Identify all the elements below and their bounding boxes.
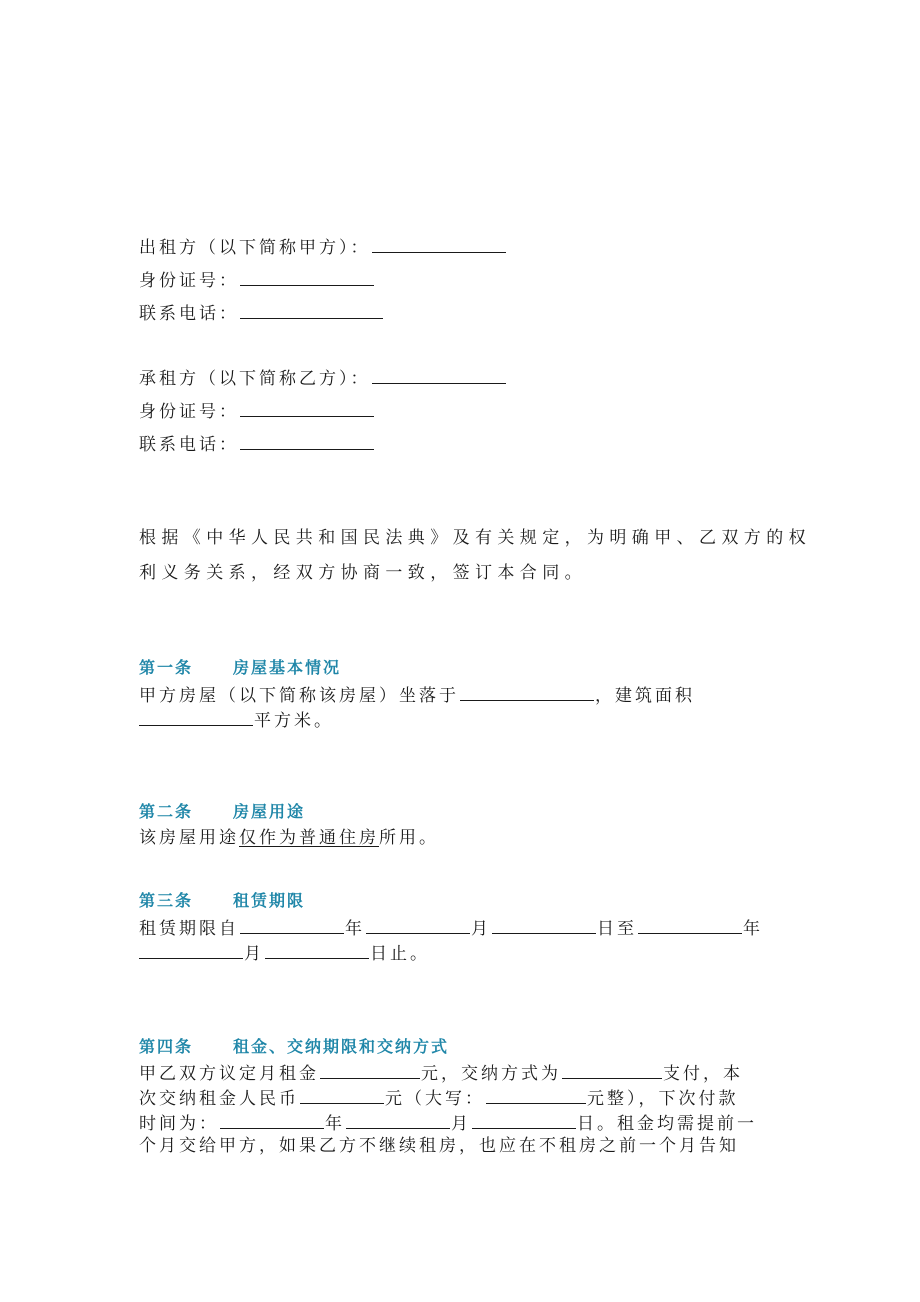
- article-4-l1-b: 元，交纳方式为: [421, 1064, 561, 1084]
- lessor-id-label: 身份证号：: [139, 271, 239, 291]
- article-4-line-3: [139, 1111, 757, 1135]
- lessor-label: 出租方（以下简称甲方）：: [139, 238, 371, 258]
- article-1-text-a: 甲方房屋（以下简称该房屋）坐落于: [139, 686, 459, 706]
- preamble-line-2: 利义务关系，经双方协商一致，签订本合同。: [139, 563, 587, 583]
- lessor-id-blank: [240, 268, 374, 286]
- start-day-blank: [492, 916, 596, 934]
- lessor-phone-blank: [240, 301, 383, 319]
- article-4-line-1: [139, 1061, 743, 1085]
- end-month-blank: [139, 941, 243, 959]
- article-4-l2-a: 次交纳租金人民币: [139, 1089, 299, 1109]
- start-month-blank: [366, 916, 470, 934]
- article-4-l3-year: 年: [325, 1114, 345, 1134]
- end-year-blank: [638, 916, 742, 934]
- article-4-title: 租金、交纳期限和交纳方式: [233, 1037, 450, 1056]
- article-3-year-1: 年: [345, 919, 365, 939]
- article-4-l2-c: 元整），下次付款: [587, 1089, 739, 1109]
- article-3-heading: [139, 890, 305, 912]
- location-blank: [460, 683, 594, 701]
- article-2-line-1: [139, 827, 439, 849]
- article-3-month-1: 月: [471, 919, 491, 939]
- start-year-blank: [240, 916, 344, 934]
- monthly-rent-blank: [320, 1061, 420, 1079]
- next-pay-year-blank: [220, 1111, 324, 1129]
- lessee-phone-line: [139, 432, 375, 456]
- article-3-day-to: 日至: [597, 919, 637, 939]
- area-blank: [139, 708, 253, 726]
- article-3-title: 租赁期限: [233, 891, 306, 910]
- lessor-name-blank: [372, 235, 506, 253]
- article-4-number: 第四条: [139, 1037, 194, 1056]
- payment-method-blank: [562, 1061, 662, 1079]
- next-pay-day-blank: [472, 1111, 576, 1129]
- end-day-blank: [265, 941, 369, 959]
- article-2-text-a: 该房屋用途: [139, 828, 239, 848]
- article-1-title: 房屋基本情况: [233, 658, 342, 677]
- article-4-l1-c: 支付，本: [663, 1064, 743, 1084]
- article-2-usage-underlined: 仅作为普通住房: [239, 828, 379, 848]
- rent-amount-blank: [300, 1086, 384, 1104]
- lessor-phone-label: 联系电话：: [139, 304, 239, 324]
- article-3-line-1: [139, 916, 763, 940]
- rent-amount-words-blank: [486, 1086, 586, 1104]
- lessee-phone-label: 联系电话：: [139, 435, 239, 455]
- article-2-heading: [139, 801, 305, 823]
- article-4-l3-c: 日。租金均需提前一: [577, 1114, 757, 1134]
- lessee-name-blank: [372, 366, 506, 384]
- article-4-l1-a: 甲乙双方议定月租金: [139, 1064, 319, 1084]
- article-1-heading: [139, 657, 341, 679]
- article-4-heading: [139, 1036, 449, 1058]
- lessee-phone-blank: [240, 432, 374, 450]
- article-4-l3-month: 月: [451, 1114, 471, 1134]
- preamble-line-1: 根据《中华人民共和国民法典》及有关规定，为明确甲、乙双方的权: [139, 528, 811, 548]
- article-2-number: 第二条: [139, 802, 194, 821]
- lessee-label: 承租方（以下简称乙方）：: [139, 369, 371, 389]
- article-1-text-c: 平方米。: [254, 711, 334, 731]
- article-1-line-1: [139, 683, 695, 707]
- article-4-line-4: 个月交给甲方，如果乙方不继续租房，也应在不租房之前一个月告知: [139, 1136, 739, 1156]
- article-1-text-b: ，建筑面积: [595, 686, 695, 706]
- article-3-line-2: [139, 941, 430, 965]
- article-3-text-start: 租赁期限自: [139, 919, 239, 939]
- lessee-id-label: 身份证号：: [139, 402, 239, 422]
- article-1-line-2: [139, 708, 334, 732]
- article-3-number: 第三条: [139, 891, 194, 910]
- article-4-l2-b: 元（大写：: [385, 1089, 485, 1109]
- lessor-phone-line: [139, 301, 384, 325]
- lessee-id-blank: [240, 399, 374, 417]
- lessor-id-line: [139, 268, 375, 292]
- next-pay-month-blank: [346, 1111, 450, 1129]
- lessee-id-line: [139, 399, 375, 423]
- article-1-number: 第一条: [139, 658, 194, 677]
- article-4-l3-a: 时间为：: [139, 1114, 219, 1134]
- lessee-line: [139, 366, 507, 390]
- article-2-text-b: 所用。: [379, 828, 439, 848]
- article-3-month-2: 月: [244, 944, 264, 964]
- article-2-title: 房屋用途: [233, 802, 306, 821]
- article-3-day-end: 日止。: [370, 944, 430, 964]
- article-4-line-2: [139, 1086, 739, 1110]
- article-3-year-2: 年: [743, 919, 763, 939]
- lessor-line: [139, 235, 507, 259]
